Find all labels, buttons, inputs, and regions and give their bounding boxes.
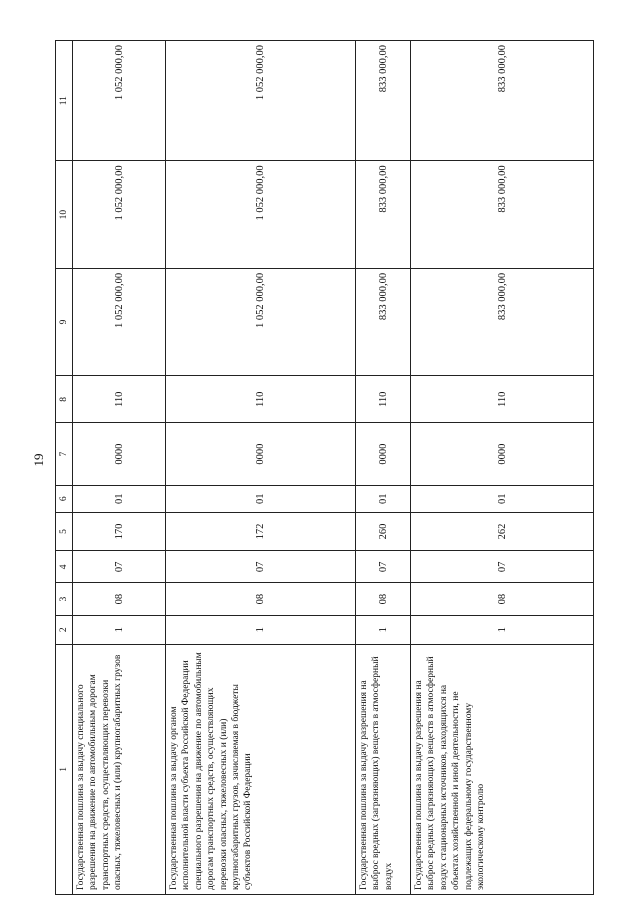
- cell-col-4: 07: [73, 551, 166, 583]
- cell-col-5: 262: [411, 512, 594, 551]
- cell-col-8: 110: [166, 376, 356, 423]
- cell-col-4: 07: [166, 551, 356, 583]
- cell-col-11: 833 000,00: [356, 41, 411, 161]
- header-cell: 8: [56, 376, 73, 423]
- table-row: [356, 41, 411, 895]
- cell-col-8: 110: [411, 376, 594, 423]
- cell-col-2: 1: [166, 615, 356, 644]
- cell-col-5: 260: [356, 512, 411, 551]
- cell-col-6: 01: [166, 485, 356, 512]
- header-cell: 11: [56, 41, 73, 161]
- cell-col-6: 01: [73, 485, 166, 512]
- cell-col-2: 1: [73, 615, 166, 644]
- cell-col-3: 08: [166, 583, 356, 615]
- row-description: Государственная пошлина за выдачу специального разрешения на движение по автомобильным дорогам транспортных средств, осуществляющих перевозки опасных, тяжеловесных и (или) крупногабаритных грузов: [73, 644, 166, 894]
- header-cell: 9: [56, 268, 73, 375]
- cell-col-7: 0000: [73, 423, 166, 485]
- row-description: Государственная пошлина за выдачу разрешения на выброс вредных (загрязняющих) веществ в атмосферный воздух: [356, 644, 411, 894]
- cell-col-2: 1: [411, 615, 594, 644]
- cell-col-7: 0000: [356, 423, 411, 485]
- cell-col-2: 1: [356, 615, 411, 644]
- cell-col-10: 1 052 000,00: [73, 161, 166, 268]
- header-cell: 5: [56, 512, 73, 551]
- cell-col-9: 833 000,00: [411, 268, 594, 375]
- row-description: Государственная пошлина за выдачу разрешения на выброс вредных (загрязняющих) веществ в атмосферный воздух стационарных источников, находящихся на объектах хозяйственной и иной деятельности, не подлежащих федеральному государственному экологическому контролю: [411, 644, 594, 894]
- cell-col-8: 110: [356, 376, 411, 423]
- header-cell: 10: [56, 161, 73, 268]
- header-cell: 7: [56, 423, 73, 485]
- rotated-table-wrapper: [55, 40, 590, 895]
- header-cell: 2: [56, 615, 73, 644]
- cell-col-4: 07: [356, 551, 411, 583]
- row-description: Государственная пошлина за выдачу органом исполнительной власти субъекта Российской Федерации специального разрешения на движение по автомобильным дорогам транспортных средств, осуществляющих перевозки опасных, тяжеловесных и (или) крупногабаритных грузов, зачисляемая в бюджеты субъектов Российской Федерации: [166, 644, 356, 894]
- rotated-table-inner: [55, 40, 590, 895]
- cell-col-7: 0000: [411, 423, 594, 485]
- header-row: [56, 41, 73, 895]
- page-number: 19: [31, 453, 46, 467]
- cell-col-9: 1 052 000,00: [73, 268, 166, 375]
- cell-col-6: 01: [356, 485, 411, 512]
- table-row: [411, 41, 594, 895]
- cell-col-9: 1 052 000,00: [166, 268, 356, 375]
- table-row: [166, 41, 356, 895]
- cell-col-9: 833 000,00: [356, 268, 411, 375]
- cell-col-10: 833 000,00: [411, 161, 594, 268]
- revenue-table: [55, 40, 594, 895]
- header-cell: 1: [56, 644, 73, 894]
- cell-col-11: 1 052 000,00: [166, 41, 356, 161]
- header-cell: 4: [56, 551, 73, 583]
- cell-col-5: 172: [166, 512, 356, 551]
- cell-col-10: 1 052 000,00: [166, 161, 356, 268]
- cell-col-3: 08: [411, 583, 594, 615]
- cell-col-6: 01: [411, 485, 594, 512]
- cell-col-3: 08: [73, 583, 166, 615]
- cell-col-3: 08: [356, 583, 411, 615]
- cell-col-5: 170: [73, 512, 166, 551]
- cell-col-11: 1 052 000,00: [73, 41, 166, 161]
- cell-col-11: 833 000,00: [411, 41, 594, 161]
- cell-col-4: 07: [411, 551, 594, 583]
- header-cell: 6: [56, 485, 73, 512]
- table-row: [73, 41, 166, 895]
- cell-col-10: 833 000,00: [356, 161, 411, 268]
- cell-col-7: 0000: [166, 423, 356, 485]
- header-cell: 3: [56, 583, 73, 615]
- cell-col-8: 110: [73, 376, 166, 423]
